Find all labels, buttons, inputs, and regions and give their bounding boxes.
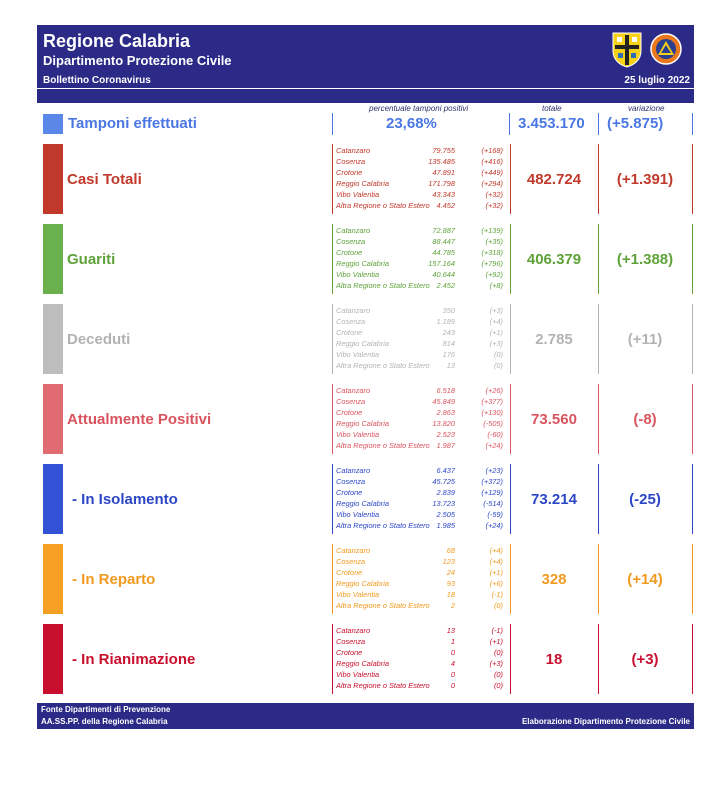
- province-delta: (+32): [485, 190, 503, 199]
- tamponi-swatch: [43, 114, 63, 134]
- province-value: 2.863: [436, 408, 455, 417]
- province-row: [333, 601, 510, 610]
- province-value: 44.785: [432, 248, 455, 257]
- province-value: 0: [450, 681, 455, 690]
- province-delta: (+139): [481, 226, 503, 235]
- province-row: [333, 670, 510, 679]
- province-delta: (+449): [481, 168, 503, 177]
- province-row: [333, 557, 510, 566]
- province-row: [333, 648, 510, 657]
- province-name: Crotone: [336, 408, 363, 417]
- province-name: Vibo Valentia: [336, 350, 380, 359]
- province-delta: (0): [493, 681, 503, 690]
- province-delta: (+3): [489, 306, 503, 315]
- province-name: Catanzaro: [336, 226, 371, 235]
- province-row: [333, 146, 510, 155]
- province-row: [333, 499, 510, 508]
- section-label: Attualmente Positivi: [67, 411, 212, 428]
- province-row: [333, 568, 510, 577]
- province-delta: (-60): [487, 430, 503, 439]
- province-row: [333, 306, 510, 315]
- province-name: Altra Regione o Stato Estero: [336, 361, 430, 370]
- province-row: [333, 386, 510, 395]
- section-change: (+14): [627, 571, 663, 588]
- section-change: (+1.391): [616, 171, 674, 188]
- province-row: [333, 466, 510, 475]
- province-row: [333, 259, 510, 268]
- province-row: [333, 546, 510, 555]
- province-row: [333, 477, 510, 486]
- province-name: Reggio Calabria: [336, 259, 389, 268]
- province-value: 13.820: [432, 419, 455, 428]
- province-value: 93: [446, 579, 455, 588]
- province-delta: (-514): [483, 499, 503, 508]
- footer-source-line2: AA.SS.PP. della Regione Calabria: [41, 717, 168, 726]
- province-delta: (+4): [489, 546, 503, 555]
- province-row: [333, 579, 510, 588]
- province-value: 171.798: [428, 179, 455, 188]
- province-name: Vibo Valentia: [336, 270, 380, 279]
- province-name: Vibo Valentia: [336, 670, 380, 679]
- province-breakdown: [332, 384, 511, 454]
- province-value: 0: [450, 648, 455, 657]
- section-total: 482.724: [526, 171, 582, 188]
- province-delta: (-1): [491, 590, 503, 599]
- province-breakdown: [332, 624, 511, 694]
- province-name: Vibo Valentia: [336, 590, 380, 599]
- province-value: 0: [450, 670, 455, 679]
- province-breakdown: [332, 144, 511, 214]
- section-total: 2.785: [535, 331, 573, 348]
- province-row: [333, 350, 510, 359]
- province-name: Crotone: [336, 648, 363, 657]
- province-row: [333, 521, 510, 530]
- province-delta: (+23): [485, 466, 503, 475]
- section-change: (+1.388): [616, 251, 674, 268]
- section-total: 73.214: [531, 491, 577, 508]
- province-delta: (0): [493, 350, 503, 359]
- province-name: Reggio Calabria: [336, 339, 389, 348]
- province-name: Crotone: [336, 248, 363, 257]
- province-row: [333, 179, 510, 188]
- province-breakdown: [332, 224, 511, 294]
- province-row: [333, 157, 510, 166]
- province-name: Reggio Calabria: [336, 499, 389, 508]
- province-delta: (+168): [481, 146, 503, 155]
- province-name: Cosenza: [336, 637, 366, 646]
- province-name: Catanzaro: [336, 546, 371, 555]
- province-delta: (+130): [481, 408, 503, 417]
- province-breakdown: [332, 304, 511, 374]
- province-name: Vibo Valentia: [336, 510, 380, 519]
- header-divider: [37, 89, 694, 103]
- tamponi-divider: [332, 113, 333, 135]
- province-name: Catanzaro: [336, 626, 371, 635]
- province-value: 135.485: [428, 157, 455, 166]
- province-name: Reggio Calabria: [336, 659, 389, 668]
- bulletin-label: Bollettino Coronavirus: [43, 75, 151, 86]
- province-value: 68: [446, 546, 455, 555]
- province-delta: (+4): [489, 557, 503, 566]
- province-value: 72.887: [432, 226, 455, 235]
- province-name: Vibo Valentia: [336, 430, 380, 439]
- section-swatch: [43, 544, 63, 614]
- province-name: Altra Regione o Stato Estero: [336, 681, 430, 690]
- province-delta: (-505): [483, 419, 503, 428]
- province-delta: (+24): [485, 521, 503, 530]
- province-delta: (+92): [485, 270, 503, 279]
- section-divider: [692, 464, 693, 534]
- bulletin-date: 25 luglio 2022: [624, 75, 690, 86]
- province-delta: (+8): [489, 281, 503, 290]
- province-delta: (+294): [481, 179, 503, 188]
- header-title: Regione Calabria: [43, 31, 191, 51]
- province-name: Altra Regione o Stato Estero: [336, 601, 430, 610]
- percent-column-header: percentuale tamponi positivi: [369, 104, 469, 113]
- province-value: 45.725: [432, 477, 455, 486]
- section-label: Casi Totali: [67, 171, 142, 188]
- tamponi-divider: [598, 113, 599, 135]
- province-value: 2.505: [436, 510, 455, 519]
- province-value: 47.891: [432, 168, 455, 177]
- province-value: 43.343: [432, 190, 455, 199]
- province-name: Catanzaro: [336, 306, 371, 315]
- tamponi-divider: [509, 113, 510, 135]
- province-name: Crotone: [336, 568, 363, 577]
- province-name: Altra Regione o Stato Estero: [336, 441, 430, 450]
- section-change: (+11): [627, 331, 663, 348]
- province-row: [333, 201, 510, 210]
- tamponi-total: 3.453.170: [518, 115, 585, 132]
- province-value: 88.447: [432, 237, 455, 246]
- calabria-coat-of-arms-icon: [610, 29, 644, 69]
- province-row: [333, 659, 510, 668]
- province-name: Crotone: [336, 168, 363, 177]
- province-breakdown: [332, 464, 511, 534]
- province-row: [333, 430, 510, 439]
- section-label: Deceduti: [67, 331, 131, 348]
- province-row: [333, 339, 510, 348]
- province-delta: (+372): [481, 477, 503, 486]
- province-value: 2.839: [436, 488, 455, 497]
- province-delta: (-1): [491, 626, 503, 635]
- province-row: [333, 361, 510, 370]
- province-row: [333, 626, 510, 635]
- province-delta: (0): [493, 648, 503, 657]
- footer-bar: [37, 703, 694, 729]
- section-total: 18: [545, 651, 563, 668]
- province-row: [333, 397, 510, 406]
- province-delta: (+1): [489, 328, 503, 337]
- section-divider: [692, 304, 693, 374]
- province-delta: (+1): [489, 568, 503, 577]
- province-value: 2.523: [436, 430, 455, 439]
- province-delta: (+6): [489, 579, 503, 588]
- section-divider: [692, 384, 693, 454]
- footer-source-line1: Fonte Dipartimenti di Prevenzione: [41, 705, 171, 714]
- province-delta: (+1): [489, 637, 503, 646]
- province-name: Catanzaro: [336, 146, 371, 155]
- section-label: Guariti: [67, 251, 116, 268]
- section-change: (-8): [633, 411, 657, 428]
- province-value: 6.437: [436, 466, 455, 475]
- footer-credit: Elaborazione Dipartimento Protezione Civile: [521, 717, 690, 726]
- province-row: [333, 168, 510, 177]
- province-row: [333, 270, 510, 279]
- province-delta: (+3): [489, 339, 503, 348]
- province-delta: (+416): [481, 157, 503, 166]
- tamponi-change: (+5.875): [607, 115, 664, 132]
- province-row: [333, 190, 510, 199]
- province-name: Cosenza: [336, 237, 366, 246]
- section-swatch: [43, 624, 63, 694]
- province-delta: (-59): [487, 510, 503, 519]
- province-name: Crotone: [336, 488, 363, 497]
- section-label: - In Reparto: [72, 571, 156, 588]
- section-total: 406.379: [526, 251, 582, 268]
- province-row: [333, 488, 510, 497]
- province-row: [333, 281, 510, 290]
- province-delta: (0): [493, 670, 503, 679]
- section-swatch: [43, 304, 63, 374]
- province-value: 1.985: [436, 521, 455, 530]
- protezione-civile-icon: [649, 29, 683, 69]
- province-name: Catanzaro: [336, 386, 371, 395]
- province-value: 4: [450, 659, 455, 668]
- section-change: (+3): [631, 651, 659, 668]
- province-row: [333, 419, 510, 428]
- section-change: (-25): [629, 491, 661, 508]
- header-subtitle: Dipartimento Protezione Civile: [43, 53, 232, 68]
- province-value: 18: [446, 590, 455, 599]
- section-divider: [692, 544, 693, 614]
- section-swatch: [43, 384, 63, 454]
- province-value: 4.452: [436, 201, 455, 210]
- province-name: Altra Regione o Stato Estero: [336, 201, 430, 210]
- province-value: 13: [446, 626, 455, 635]
- tamponi-divider: [692, 113, 693, 135]
- province-delta: (0): [493, 601, 503, 610]
- province-row: [333, 681, 510, 690]
- province-value: 123: [442, 557, 455, 566]
- province-value: 13.723: [432, 499, 455, 508]
- province-value: 6.518: [436, 386, 455, 395]
- section-swatch: [43, 144, 63, 214]
- province-value: 40.644: [432, 270, 455, 279]
- province-row: [333, 237, 510, 246]
- total-column-header: totale: [542, 104, 562, 113]
- province-name: Cosenza: [336, 157, 366, 166]
- province-value: 1: [450, 637, 455, 646]
- province-delta: (+35): [485, 237, 503, 246]
- section-label: - In Isolamento: [72, 491, 178, 508]
- section-divider: [692, 624, 693, 694]
- province-name: Catanzaro: [336, 466, 371, 475]
- tamponi-label: Tamponi effettuati: [68, 115, 197, 132]
- province-name: Altra Regione o Stato Estero: [336, 521, 430, 530]
- section-label: - In Rianimazione: [72, 651, 196, 668]
- section-swatch: [43, 464, 63, 534]
- province-delta: (+24): [485, 441, 503, 450]
- province-row: [333, 226, 510, 235]
- province-value: 157.164: [428, 259, 455, 268]
- province-name: Reggio Calabria: [336, 179, 389, 188]
- province-value: 45.849: [432, 397, 455, 406]
- header-banner: [37, 25, 694, 74]
- province-value: 176: [442, 350, 455, 359]
- province-row: [333, 637, 510, 646]
- section-total: 328: [541, 571, 567, 588]
- province-row: [333, 248, 510, 257]
- province-value: 814: [442, 339, 455, 348]
- province-value: 79.755: [432, 146, 455, 155]
- province-name: Vibo Valentia: [336, 190, 380, 199]
- tamponi-percent: 23,68%: [386, 115, 437, 132]
- province-value: 2: [450, 601, 455, 610]
- bulletin-bar: [37, 74, 694, 88]
- section-swatch: [43, 224, 63, 294]
- province-name: Cosenza: [336, 557, 366, 566]
- province-name: Cosenza: [336, 317, 366, 326]
- province-row: [333, 510, 510, 519]
- province-delta: (+796): [481, 259, 503, 268]
- section-divider: [692, 144, 693, 214]
- province-name: Reggio Calabria: [336, 579, 389, 588]
- province-value: 2.452: [436, 281, 455, 290]
- province-name: Crotone: [336, 328, 363, 337]
- province-delta: (+129): [481, 488, 503, 497]
- province-row: [333, 317, 510, 326]
- province-value: 243: [442, 328, 455, 337]
- province-value: 24: [446, 568, 455, 577]
- province-delta: (+318): [481, 248, 503, 257]
- province-delta: (+3): [489, 659, 503, 668]
- province-row: [333, 441, 510, 450]
- province-breakdown: [332, 544, 511, 614]
- section-total: 73.560: [531, 411, 577, 428]
- province-delta: (0): [493, 361, 503, 370]
- province-name: Reggio Calabria: [336, 419, 389, 428]
- province-name: Altra Regione o Stato Estero: [336, 281, 430, 290]
- province-name: Cosenza: [336, 397, 366, 406]
- section-divider: [692, 224, 693, 294]
- province-delta: (+377): [481, 397, 503, 406]
- province-value: 1.987: [436, 441, 455, 450]
- change-column-header: variazione: [628, 104, 665, 113]
- province-name: Cosenza: [336, 477, 366, 486]
- province-row: [333, 408, 510, 417]
- province-row: [333, 328, 510, 337]
- province-value: 350: [442, 306, 455, 315]
- province-row: [333, 590, 510, 599]
- province-delta: (+26): [485, 386, 503, 395]
- province-delta: (+32): [485, 201, 503, 210]
- province-value: 13: [446, 361, 455, 370]
- province-value: 1.189: [436, 317, 455, 326]
- province-delta: (+4): [489, 317, 503, 326]
